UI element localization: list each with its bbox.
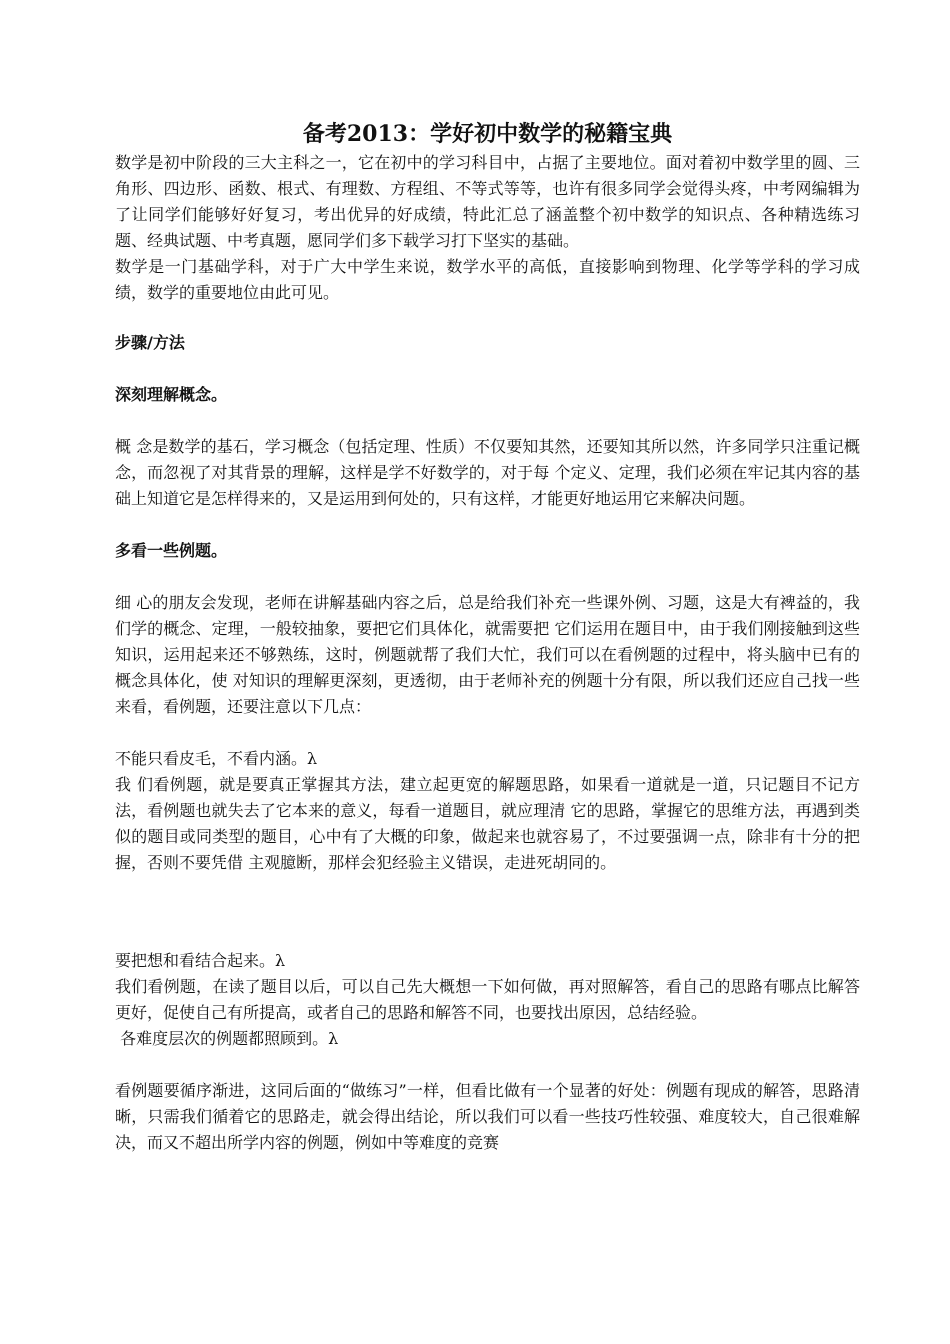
page-title: 备考2013：学好初中数学的秘籍宝典	[302, 121, 673, 147]
heading-examples: 多看一些例题。	[115, 541, 228, 560]
intro-paragraph-2: 数学是一门基础学科，对于广大中学生来说，数学水平的高低，直接影响到物理、化学等学科的学习成绩，数学的重要地位由此可见。	[115, 257, 860, 302]
heading-concept: 深刻理解概念。	[115, 385, 228, 404]
spacer	[115, 306, 860, 330]
point-1-body: 我 们看例题，就是要真正掌握其方法，建立起更宽的解题思路，如果看一道就是一道，只记题目不记方法，看例题也就失去了它本来的意义，每看一道题目，就应理清 它的思路，掌握它的思维方法，再遇到类似的题目或同类型的题目，心中有了大概的印象，做起来也就容易了，不过要强调一点，除非有十分的把握，否则不要凭借 主观臆断，那样会犯经验主义错误，走进死胡同的。	[115, 775, 860, 872]
spacer	[115, 1052, 860, 1078]
spacer	[115, 876, 860, 948]
spacer	[115, 720, 860, 746]
point-1-title: 不能只看皮毛，不看内涵。λ	[115, 749, 318, 768]
intro-paragraph-1: 数学是初中阶段的三大主科之一，它在初中的学习科目中，占据了主要地位。面对着初中数学里的圆、三角形、四边形、函数、根式、有理数、方程组、不等式等等，也许有很多同学会觉得头疼，中考网编辑为了让同学们能够好好复习，考出优异的好成绩，特此汇总了涵盖整个初中数学的知识点、各种精选练习题、经典试题、中考真题，愿同学们多下载学习打下坚实的基础。	[115, 153, 860, 250]
point-3-body: 看例题要循序渐进，这同后面的“做练习”一样，但看比做有一个显著的好处：例题有现成的解答，思路清晰，只需我们循着它的思路走，就会得出结论，所以我们可以看一些技巧性较强、难度较大，自己很难解决，而又不超出所学内容的例题，例如中等难度的竞赛	[115, 1081, 860, 1152]
heading-steps: 步骤/方法	[115, 333, 185, 352]
spacer	[115, 512, 860, 538]
paragraph-concept: 概 念是数学的基石，学习概念（包括定理、性质）不仅要知其然，还要知其所以然，许多同学只注重记概念，而忽视了对其背景的理解，这样是学不好数学的，对于每 个定义、定理，我们必须在牢记其内容的基础上知道它是怎样得来的，又是运用到何处的，只有这样，才能更好地运用它来解决问题。	[115, 437, 860, 508]
spacer	[115, 356, 860, 382]
point-3-title: 各难度层次的例题都照顾到。λ	[115, 1029, 339, 1048]
point-2-body: 我们看例题，在读了题目以后，可以自己先大概想一下如何做，再对照解答，看自己的思路有哪点比解答更好，促使自己有所提高，或者自己的思路和解答不同，也要找出原因，总结经验。	[115, 977, 860, 1022]
spacer	[115, 564, 860, 590]
point-2-title: 要把想和看结合起来。λ	[115, 951, 286, 970]
spacer	[115, 408, 860, 434]
paragraph-examples: 细 心的朋友会发现，老师在讲解基础内容之后，总是给我们补充一些课外例、习题，这是大有裨益的，我们学的概念、定理，一般较抽象，要把它们具体化，就需要把 它们运用在题目中，由于我们刚接触到这些知识，运用起来还不够熟练，这时，例题就帮了我们大忙，我们可以在看例题的过程中，将头脑中已有的概念具体化，使 对知识的理解更深刻，更透彻，由于老师补充的例题十分有限，所以我们还应自己找一些来看，看例题，还要注意以下几点：	[115, 593, 860, 716]
